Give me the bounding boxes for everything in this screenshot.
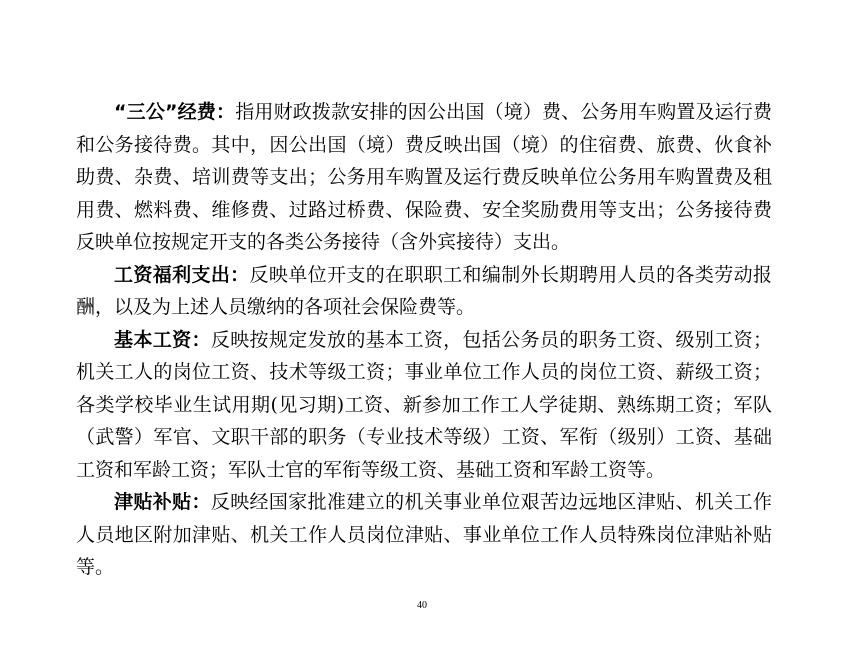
term-basic-salary: 基本工资： xyxy=(114,328,211,351)
paragraph-basic-salary xyxy=(76,324,772,487)
page-number: 40 xyxy=(417,600,427,611)
paragraph-wage-welfare xyxy=(76,259,772,324)
definition-allowances: 反映经国家批准建立的机关事业单位艰苦边远地区津贴、机关工作人员地区附加津贴、机关工作人员岗位津贴、事业单位工作人员特殊岗位津贴补贴等。 xyxy=(76,491,772,578)
paragraph-allowances xyxy=(76,486,772,584)
definition-three-public-expenses: 指用财政拨款安排的因公出国（境）费、公务用车购置及运行费和公务接待费。其中，因公出国（境）费反映出国（境）的住宿费、旅费、伙食补助费、杂费、培训费等支出；公务用车购置及运行费反映单位公务用车购置费及租用费、燃料费、维修费、过路过桥费、保险费、安全奖励费用等支出；公务接待费反映单位按规定开支的各类公务接待（含外宾接待）支出。 xyxy=(76,101,772,253)
term-allowances: 津贴补贴： xyxy=(114,491,211,513)
definition-basic-salary: 反映按规定发放的基本工资，包括公务员的职务工资、级别工资；机关工人的岗位工资、技术等级工资；事业单位工作人员的岗位工资、薪级工资；各类学校毕业生试用期(见习期)工资、新参加工作工人学徒期、熟练期工资；军队（武警）军官、文职干部的职务（专业技术等级）工资、军衔（级别）工资、基础工资和军龄工资；军队士官的军衔等级工资、基础工资和军龄工资等。 xyxy=(76,328,772,481)
term-three-public-expenses: “三公”经费： xyxy=(114,101,236,123)
document-body xyxy=(76,96,772,584)
definition-wage-welfare: 反映单位开支的在职职工和编制外长期聘用人员的各类劳动报酬，以及为上述人员缴纳的各项社会保险费等。 xyxy=(76,263,772,318)
term-wage-welfare: 工资福利支出： xyxy=(114,263,250,286)
paragraph-three-public-expenses xyxy=(76,96,772,259)
